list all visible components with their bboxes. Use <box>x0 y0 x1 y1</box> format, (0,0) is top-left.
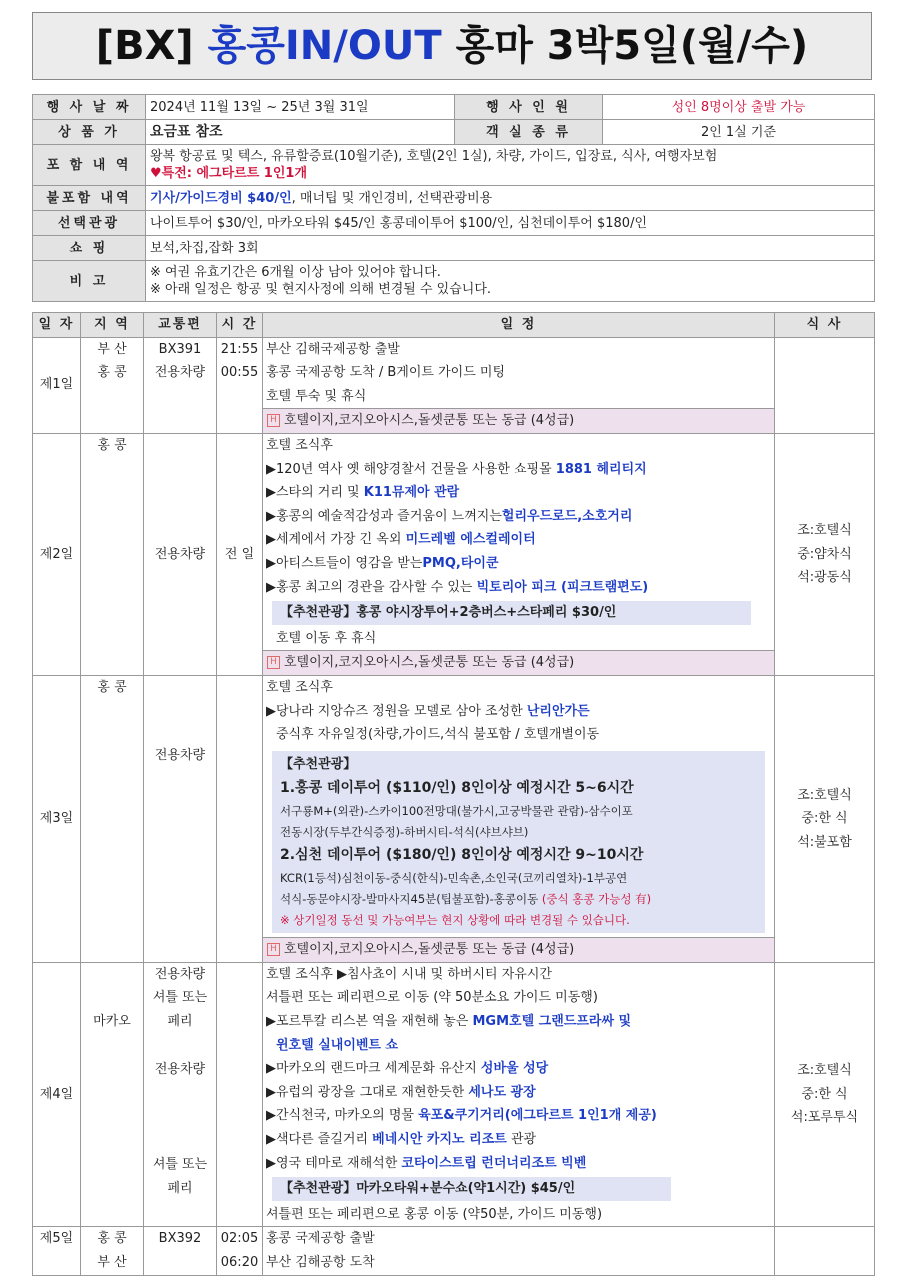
day4-line-text: ▶유럽의 광장을 그대로 재현한듯한 <box>266 1084 469 1100</box>
day4-meal-1: 조:호텔식 <box>797 1063 852 1079</box>
exclude-label: 불포함 내역 <box>33 186 146 211</box>
hotel-text: 호텔이지,코지오아시스,돌셋쿤통 또는 동급 (4성급) <box>284 655 575 671</box>
day3-line <box>266 700 771 724</box>
day5-time <box>217 1227 263 1275</box>
day2-meal-1: 조:호텔식 <box>797 523 852 539</box>
day3-region: 홍 콩 <box>81 675 144 962</box>
include-value: 왕복 항공료 및 텍스, 유류할증료(10월기준), 호텔(2인 1실), 차량, 가이드, 입장료, 식사, 여행자보험 <box>150 149 718 164</box>
hotel-text: 호텔이지,코지오아시스,돌셋쿤통 또는 동급 (4성급) <box>284 413 575 429</box>
day1-transport <box>144 337 217 433</box>
day3-opt-2b-text: 석식-동문야시장-발마사지45분(팁불포함)-홍콩이동 <box>280 892 542 907</box>
day3-label: 제3일 <box>33 675 81 962</box>
day3-line: 호텔 조식후 <box>266 679 333 695</box>
day4-row <box>33 962 875 1227</box>
day4-highlight: 육포&쿠기거리(에그타르트 1인1개 제공) <box>418 1108 657 1124</box>
day2-highlight: K11뮤제아 관람 <box>363 485 460 501</box>
day2-line <box>266 552 771 576</box>
day5-region-2: 부 산 <box>97 1255 127 1270</box>
day4-line-text: ▶마카오의 랜드마크 세계문화 유산지 <box>266 1061 481 1077</box>
day4-time <box>217 962 263 1227</box>
day3-opt-2a: KCR(1등석)심천이동-중식(한식)-민속촌,소인국(코끼리열차)-1부공연 <box>280 871 628 886</box>
day1-line: 홍콩 국제공항 도착 / B게이트 가이드 미팅 <box>266 365 506 381</box>
header-day: 일 자 <box>33 313 81 338</box>
page-title <box>32 12 872 80</box>
day2-line: 호텔 조식후 <box>266 437 333 453</box>
day4-line-text: ▶간식천국, 마카오의 명물 <box>266 1108 419 1124</box>
day3-line: 중식후 자유일정(차량,가이드,석식 불포함 / 호텔개별이동 <box>276 727 600 743</box>
day2-highlight: 미드레벨 에스컬레이터 <box>405 532 536 548</box>
day4-line <box>266 1104 771 1128</box>
day4-transport <box>144 962 217 1227</box>
day2-line <box>266 458 771 482</box>
day2-line-text: ▶홍콩 최고의 경관을 감사할 수 있는 <box>266 579 477 595</box>
day4-line <box>266 1010 771 1034</box>
special-benefit: ♥특전: 에그타르트 1인1개 <box>150 166 308 181</box>
price-label: 상 품 가 <box>33 120 146 145</box>
day5-schedule <box>263 1227 775 1275</box>
day4-line: 윈호텔 실내이벤트 쇼 <box>276 1037 399 1053</box>
title-highlight: 홍콩IN/OUT <box>207 23 442 69</box>
day3-time <box>217 675 263 962</box>
day3-meal-3: 석:불포함 <box>797 834 852 850</box>
header-schedule: 일 정 <box>263 313 775 338</box>
day4-line <box>266 1128 771 1152</box>
day1-line: 부산 김해국제공항 출발 <box>266 341 400 357</box>
day3-row <box>33 675 875 962</box>
day1-line: 호텔 투숙 및 휴식 <box>266 388 367 404</box>
day2-line-text: ▶홍콩의 예술적감성과 즐거움이 느껴지는 <box>266 508 502 524</box>
header-region: 지 역 <box>81 313 144 338</box>
header-meal: 식 사 <box>775 313 875 338</box>
day3-opt-1a: 서구룡M+(외관)-스카이100전망대(불가시,고궁박물관 관람)-삼수이포 <box>280 804 633 819</box>
day2-row <box>33 433 875 675</box>
day2-highlight: 빅토리아 피크 (피크트램편도) <box>476 579 649 595</box>
day1-region <box>81 337 144 433</box>
day4-line <box>266 1152 771 1176</box>
day3-highlight: 난리안가든 <box>526 703 590 719</box>
optional-label: 선택관광 <box>33 211 146 236</box>
day2-line <box>266 505 771 529</box>
day3-meal-1: 조:호텔식 <box>797 787 852 803</box>
day5-transport: BX392 <box>144 1227 217 1275</box>
day5-label: 제5일 <box>33 1227 81 1275</box>
period-value: 2024년 11월 13일 ~ 25년 3월 31일 <box>146 95 455 120</box>
day4-line: 셔틀편 또는 페리편으로 홍콩 이동 (약50분, 가이드 미동행) <box>266 1206 603 1222</box>
day2-line-text: ▶스타의 거리 및 <box>266 485 364 501</box>
day4-meal <box>775 962 875 1227</box>
day4-line-text: 관광 <box>506 1132 537 1148</box>
day1-region-2: 홍 콩 <box>97 365 127 381</box>
hotel-icon: H <box>267 656 280 669</box>
day4-line-text: ▶포르투칼 리스본 역을 재현해 놓은 <box>266 1014 473 1030</box>
day2-recommended-tour: 【추천관광】홍콩 야시장투어+2층버스+스타페리 $30/인 <box>272 601 751 625</box>
day2-line <box>266 576 771 600</box>
day1-time-2: 00:55 <box>220 365 259 381</box>
day3-meal <box>775 675 875 962</box>
day4-recommended-tour: 【추천관광】마카오타워+분수쇼(약1시간) $45/인 <box>272 1177 671 1201</box>
note-1: ※ 여권 유효기간은 6개월 이상 남아 있어야 합니다. <box>150 265 441 280</box>
day4-transport-3: 페리 <box>167 1014 193 1030</box>
day2-highlight: 헐리우드로드,소호거리 <box>501 508 633 524</box>
day2-line <box>266 528 771 552</box>
shopping-label: 쇼 핑 <box>33 236 146 261</box>
day5-time-1: 02:05 <box>220 1231 259 1247</box>
day3-opt-2b <box>280 889 757 910</box>
day2-line <box>266 481 771 505</box>
title-suffix: 홍마 3박5일(월/수) <box>455 23 809 69</box>
day3-meal-2: 중:한 식 <box>801 811 848 827</box>
day5-region-1: 홍 콩 <box>97 1231 127 1247</box>
day4-highlight: 베네시안 카지노 리조트 <box>372 1132 507 1148</box>
info-table <box>32 94 875 302</box>
day2-highlight: 1881 헤리티지 <box>555 461 647 477</box>
day1-label: 제1일 <box>33 337 81 433</box>
day2-line-text: ▶120년 역사 옛 해양경찰서 건물을 사용한 쇼핑몰 <box>266 461 556 477</box>
note-2: ※ 아래 일정은 항공 및 현지사정에 의해 변경될 수 있습니다. <box>150 282 492 297</box>
day1-hotel <box>263 408 774 433</box>
day2-hotel <box>263 650 774 675</box>
header-time: 시 간 <box>217 313 263 338</box>
room-value: 2인 1실 기준 <box>603 120 875 145</box>
note-cell <box>146 261 875 302</box>
day4-transport-2: 셔틀 또는 <box>152 990 208 1006</box>
day3-transport: 전용차량 <box>144 675 217 962</box>
header-transport: 교통편 <box>144 313 217 338</box>
day2-highlight: PMQ,타이쿤 <box>422 555 499 571</box>
price-value: 요금표 참조 <box>146 120 455 145</box>
day4-line: 셔틀편 또는 페리편으로 이동 (약 50분소요 가이드 미동행) <box>266 990 598 1006</box>
include-cell <box>146 145 875 186</box>
day2-meal <box>775 433 875 675</box>
exclude-rest: , 매너팁 및 개인경비, 선택관광비용 <box>291 190 493 206</box>
schedule-header <box>33 313 875 338</box>
day2-schedule <box>263 433 775 675</box>
day4-meal-3: 석:포루투식 <box>790 1110 859 1126</box>
period-label: 행 사 날 짜 <box>33 95 146 120</box>
day3-line-text: ▶당나라 지앙슈즈 정원을 모델로 삼아 조성한 <box>266 703 527 719</box>
day5-time-2: 06:20 <box>220 1255 259 1270</box>
note-label: 비 고 <box>33 261 146 302</box>
day4-schedule <box>263 962 775 1227</box>
day3-opt-2c: (중식 홍콩 가능성 有) <box>541 892 652 907</box>
day3-schedule <box>263 675 775 962</box>
day2-label: 제2일 <box>33 433 81 675</box>
hotel-text: 호텔이지,코지오아시스,돌셋쿤통 또는 동급 (4성급) <box>284 942 575 958</box>
day4-line <box>266 1081 771 1105</box>
shopping-value: 보석,차집,잡화 3회 <box>146 236 875 261</box>
day2-meal-3: 석:광동식 <box>797 570 852 586</box>
day4-highlight: MGM호텔 그랜드프라싸 및 <box>472 1014 632 1030</box>
title-prefix: [BX] <box>95 23 194 69</box>
day4-transport-4: 전용차량 <box>154 1061 206 1077</box>
exclude-cell <box>146 186 875 211</box>
day2-meal-2: 중:얌차식 <box>797 546 852 562</box>
day3-hotel <box>263 937 774 962</box>
optional-value: 나이트투어 $30/인, 마카오타워 $45/인 홍콩데이투어 $100/인, 심천데이투어 $180/인 <box>146 211 875 236</box>
day4-region: 마카오 <box>81 962 144 1227</box>
day4-line-text: ▶색다른 즐길거리 <box>266 1132 373 1148</box>
day4-label: 제4일 <box>33 962 81 1227</box>
day4-highlight: 성바울 성당 <box>480 1061 549 1077</box>
day1-meal <box>775 337 875 433</box>
day3-optional-box <box>272 751 765 934</box>
room-label: 객 실 종 류 <box>455 120 603 145</box>
day2-region: 홍 콩 <box>81 433 144 675</box>
day2-transport: 전용차량 <box>144 433 217 675</box>
day3-opt-1b: 전동시장(두부간식증정)-하버시티-석식(샤브샤브) <box>280 825 529 840</box>
day5-line: 홍콩 국제공항 출발 <box>266 1231 375 1247</box>
day5-meal <box>775 1227 875 1275</box>
day4-meal-2: 중:한 식 <box>801 1086 848 1102</box>
day5-region <box>81 1227 144 1275</box>
day4-line-text: ▶영국 테마로 재해석한 <box>266 1155 402 1171</box>
day1-schedule <box>263 337 775 433</box>
day5-line: 부산 김해공항 도착 <box>266 1255 375 1270</box>
day2-time: 전 일 <box>217 433 263 675</box>
hotel-icon: H <box>267 943 280 956</box>
people-label: 행 사 인 원 <box>455 95 603 120</box>
day4-transport-5: 셔틀 또는 <box>152 1157 208 1173</box>
day4-line: 호텔 조식후 ▶침사쵸이 시내 및 하버시티 자유시간 <box>266 966 552 982</box>
day3-opt-note: ※ 상기일정 동선 및 가능여부는 현지 상황에 따라 변경될 수 있습니다. <box>280 913 630 928</box>
schedule-table <box>32 312 875 1276</box>
day4-transport-1: 전용차량 <box>154 966 206 982</box>
day1-transport-1: BX391 <box>158 341 202 357</box>
hotel-icon: H <box>267 414 280 427</box>
day4-highlight: 코타이스트립 런더너리조트 빅벤 <box>401 1155 587 1171</box>
day1-time <box>217 337 263 433</box>
day4-transport-6: 페리 <box>167 1180 193 1196</box>
day2-line-text: ▶아티스트들이 영감을 받는 <box>266 555 423 571</box>
day3-opt-2: 2.심천 데이투어 ($180/인) 8인이상 예정시간 9~10시간 <box>280 847 644 864</box>
day4-line <box>266 1057 771 1081</box>
day3-opt-title: 【추천관광】 <box>280 756 357 772</box>
include-label: 포 함 내 역 <box>33 145 146 186</box>
day4-highlight: 세나도 광장 <box>468 1084 536 1100</box>
day5-row <box>33 1227 875 1275</box>
day1-transport-2: 전용차량 <box>154 365 206 381</box>
day1-time-1: 21:55 <box>220 341 259 357</box>
guide-fee: 기사/가이드경비 $40/인 <box>150 190 292 206</box>
day3-opt-1: 1.홍콩 데이투어 ($110/인) 8인이상 예정시간 5~6시간 <box>280 780 634 797</box>
day1-row <box>33 337 875 433</box>
day2-line: 호텔 이동 후 휴식 <box>276 630 377 646</box>
day2-line-text: ▶세계에서 가장 긴 옥외 <box>266 532 406 548</box>
day1-region-1: 부 산 <box>97 341 127 357</box>
people-value: 성인 8명이상 출발 가능 <box>603 95 875 120</box>
